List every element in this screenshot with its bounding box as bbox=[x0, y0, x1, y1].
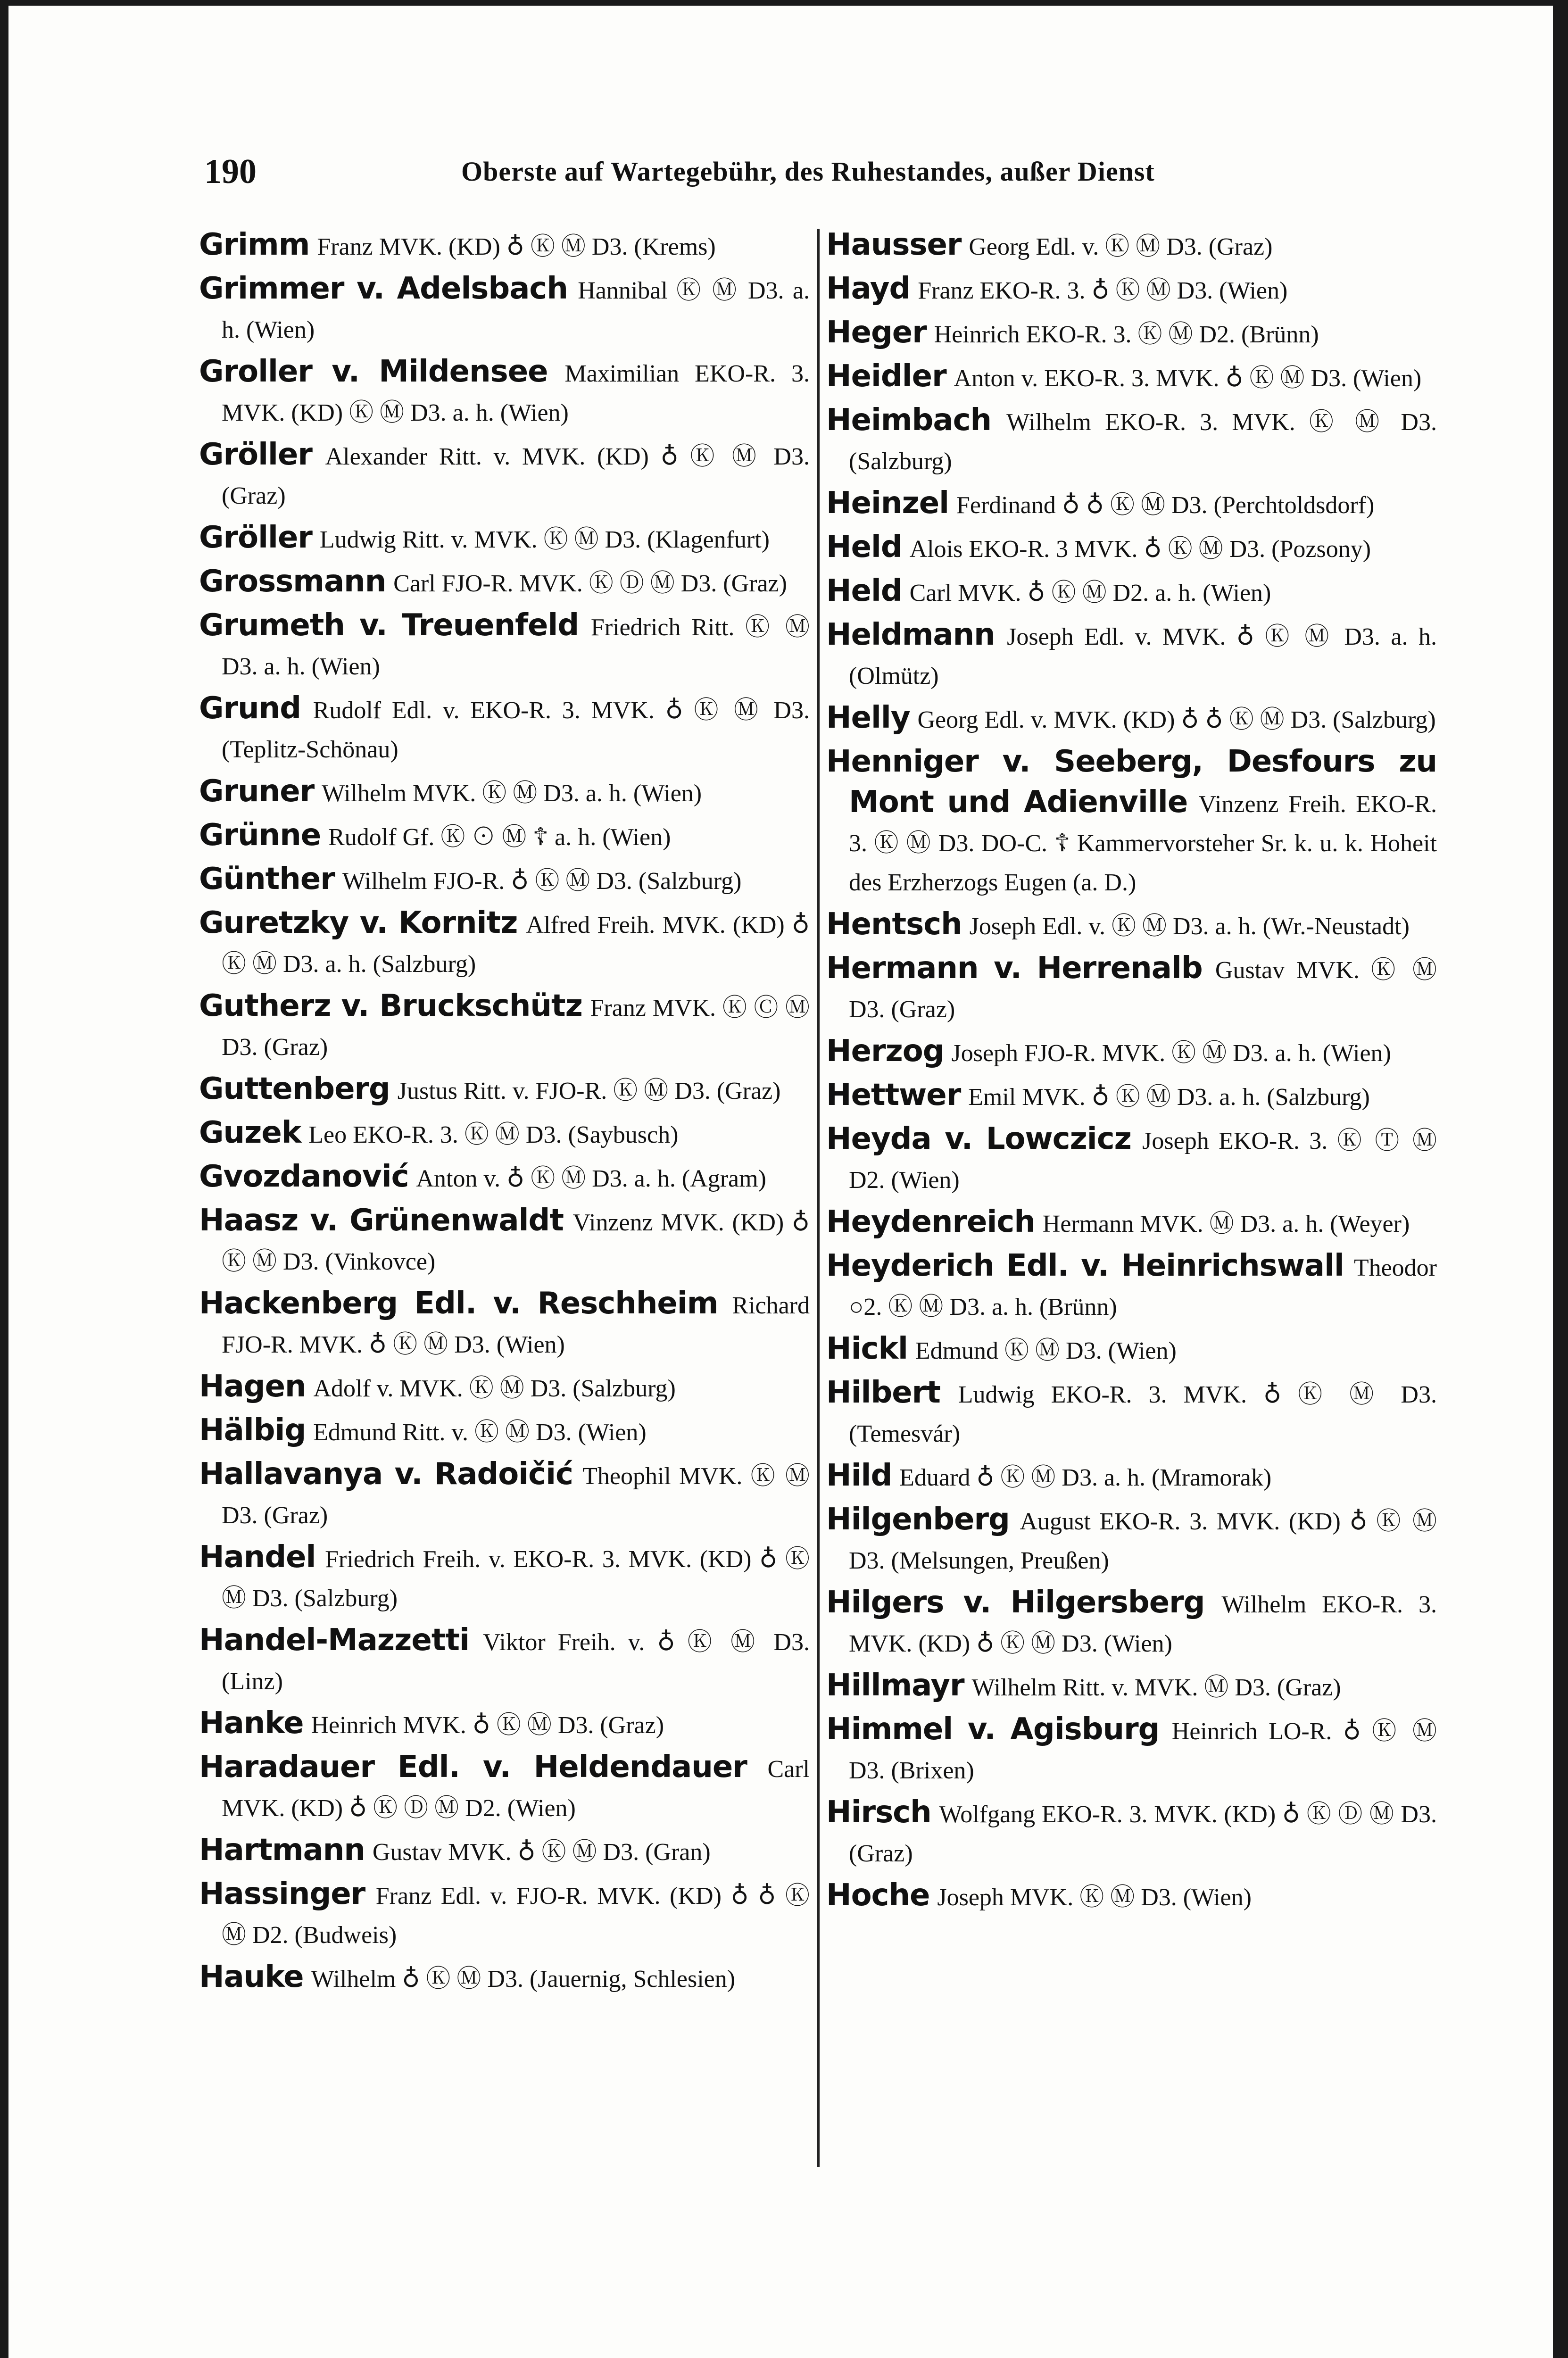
entry-name: Hälbig bbox=[199, 1413, 306, 1448]
directory-entry bbox=[199, 1748, 810, 1828]
entry-name: Herzog bbox=[826, 1034, 944, 1069]
directory-entry bbox=[826, 1203, 1437, 1244]
entry-name: Hilgenberg bbox=[826, 1502, 1010, 1537]
directory-entry bbox=[826, 313, 1437, 354]
directory-entry bbox=[199, 689, 810, 769]
entry-name: Grimm bbox=[199, 227, 310, 262]
entry-detail: August EKO-R. 3. MVK. (KD) ♁ Ⓚ Ⓜ D3. (Melsungen, Preußen) bbox=[849, 1508, 1437, 1574]
directory-entry bbox=[826, 357, 1437, 398]
directory-entry bbox=[826, 905, 1437, 946]
directory-entry bbox=[826, 1876, 1437, 1917]
entry-name: Hentsch bbox=[826, 907, 962, 942]
directory-entry bbox=[826, 1500, 1437, 1580]
entry-name: Grossmann bbox=[199, 564, 386, 599]
entry-name: Heidler bbox=[826, 359, 946, 394]
entry-name: Guretzky v. Kornitz bbox=[199, 905, 518, 940]
entry-name: Heldmann bbox=[826, 617, 995, 652]
entry-name: Hilbert bbox=[826, 1375, 940, 1410]
entry-detail: Ferdinand ♁ ♁ Ⓚ Ⓜ D3. (Perchtoldsdorf) bbox=[956, 492, 1375, 519]
entry-detail: Anton v. EKO-R. 3. MVK. ♁ Ⓚ Ⓜ D3. (Wien) bbox=[954, 365, 1422, 392]
directory-entry bbox=[199, 772, 810, 813]
entry-detail: Wilhelm EKO-R. 3. MVK. Ⓚ Ⓜ D3. (Salzburg) bbox=[849, 409, 1437, 475]
directory-entry bbox=[199, 1958, 810, 1999]
entry-detail: Gustav MVK. Ⓚ Ⓜ D3. (Graz) bbox=[849, 957, 1437, 1023]
directory-entry bbox=[199, 1621, 810, 1701]
entry-detail: Alexander Ritt. v. MVK. (KD) ♁ Ⓚ Ⓜ D3. (Graz) bbox=[222, 443, 810, 509]
entry-name: Grimmer v. Adelsbach bbox=[199, 271, 568, 306]
entry-detail: Joseph EKO-R. 3. Ⓚ Ⓣ Ⓜ D2. (Wien) bbox=[849, 1128, 1437, 1194]
directory-entry bbox=[826, 1793, 1437, 1873]
entry-name: Heger bbox=[826, 315, 927, 350]
entry-name: Heimbach bbox=[826, 403, 992, 438]
entry-detail: Friedrich Freih. v. EKO-R. 3. MVK. (KD) ♁ Ⓚ Ⓜ D3. (Salzburg) bbox=[222, 1546, 810, 1612]
entry-name: Gruner bbox=[199, 774, 315, 809]
directory-entry bbox=[199, 1157, 810, 1198]
entry-detail: Emil MVK. ♁ Ⓚ Ⓜ D3. a. h. (Salzburg) bbox=[968, 1084, 1370, 1111]
entry-name: Held bbox=[826, 530, 902, 565]
entry-detail: Heinrich MVK. ♁ Ⓚ Ⓜ D3. (Graz) bbox=[311, 1712, 664, 1739]
directory-entry bbox=[199, 518, 810, 559]
directory-entry bbox=[199, 904, 810, 984]
entry-detail: Georg Edl. v. MVK. (KD) ♁ ♁ Ⓚ Ⓜ D3. (Salzburg) bbox=[917, 706, 1436, 733]
entry-name: Grund bbox=[199, 691, 301, 726]
directory-entry bbox=[826, 572, 1437, 613]
directory-entry bbox=[199, 1704, 810, 1745]
entry-name: Hirsch bbox=[826, 1795, 931, 1830]
entry-name: Groller v. Mildensee bbox=[199, 354, 548, 389]
directory-entry bbox=[199, 1367, 810, 1408]
entry-name: Hoche bbox=[826, 1878, 930, 1913]
entry-name: Hauke bbox=[199, 1959, 304, 1994]
directory-entry bbox=[199, 352, 810, 432]
page-title: Oberste auf Wartegebühr, des Ruhestandes, außer Dienst bbox=[461, 156, 1155, 187]
entry-detail: Wilhelm MVK. Ⓚ Ⓜ D3. a. h. (Wien) bbox=[322, 780, 702, 807]
entry-name: Heinzel bbox=[826, 486, 949, 521]
entry-name: Hilgers v. Hilgersberg bbox=[826, 1585, 1205, 1620]
entry-detail: Richard FJO-R. MVK. ♁ Ⓚ Ⓜ D3. (Wien) bbox=[222, 1292, 810, 1358]
directory-entry bbox=[199, 816, 810, 857]
directory-entry bbox=[199, 1201, 810, 1281]
directory-entry bbox=[826, 1076, 1437, 1117]
directory-entry bbox=[199, 1831, 810, 1872]
entry-name: Günther bbox=[199, 862, 335, 897]
entry-name: Hermann v. Herrenalb bbox=[826, 951, 1203, 986]
entry-name: Hackenberg Edl. v. Reschheim bbox=[199, 1286, 718, 1321]
directory-entry bbox=[199, 269, 810, 349]
entry-detail: Gustav MVK. ♁ Ⓚ Ⓜ D3. (Gran) bbox=[372, 1839, 711, 1866]
entry-name: Henniger v. Seeberg, Desfours zu Mont und Adienville bbox=[826, 744, 1437, 820]
entry-name: Guttenberg bbox=[199, 1071, 390, 1106]
entry-name: Handel-Mazzetti bbox=[199, 1623, 469, 1658]
directory-entry bbox=[199, 1875, 810, 1955]
directory-entry bbox=[199, 1284, 810, 1364]
directory-entry bbox=[826, 401, 1437, 481]
entry-detail: Ludwig Ritt. v. MVK. Ⓚ Ⓜ D3. (Klagenfurt) bbox=[319, 526, 770, 553]
entry-detail: Wilhelm EKO-R. 3. MVK. (KD) ♁ Ⓚ Ⓜ D3. (Wien) bbox=[849, 1591, 1437, 1657]
directory-entry bbox=[826, 225, 1437, 266]
entry-name: Held bbox=[826, 573, 902, 608]
entry-detail: Franz Edl. v. FJO-R. MVK. (KD) ♁ ♁ Ⓚ Ⓜ D2. (Budweis) bbox=[222, 1883, 810, 1949]
entry-detail: Theodor ○2. Ⓚ Ⓜ D3. a. h. (Brünn) bbox=[849, 1254, 1437, 1320]
entry-detail: Rudolf Gf. Ⓚ ⊙ Ⓜ ☦ a. h. (Wien) bbox=[328, 824, 671, 851]
directory-entry bbox=[826, 1246, 1437, 1327]
entry-detail: Rudolf Edl. v. EKO-R. 3. MVK. ♁ Ⓚ Ⓜ D3. (Teplitz-Schönau) bbox=[222, 697, 810, 763]
directory-entry bbox=[826, 1583, 1437, 1663]
entry-name: Heydenreich bbox=[826, 1204, 1035, 1239]
entry-detail: Edmund Ⓚ Ⓜ D3. (Wien) bbox=[915, 1337, 1177, 1364]
entry-name: Hanke bbox=[199, 1706, 304, 1741]
directory-entry bbox=[199, 1538, 810, 1618]
entry-name: Grünne bbox=[199, 818, 321, 853]
entry-name: Heyda v. Lowczicz bbox=[826, 1121, 1131, 1156]
entry-name: Hallavanya v. Radoičić bbox=[199, 1457, 573, 1492]
entry-name: Hassinger bbox=[199, 1876, 365, 1911]
entry-name: Haasz v. Grünenwaldt bbox=[199, 1203, 564, 1238]
directory-entry bbox=[199, 1113, 810, 1154]
entry-detail: Friedrich Ritt. Ⓚ Ⓜ D3. a. h. (Wien) bbox=[222, 614, 810, 680]
entry-detail: Joseph FJO-R. MVK. Ⓚ Ⓜ D3. a. h. (Wien) bbox=[951, 1040, 1391, 1067]
column-divider bbox=[817, 229, 820, 2167]
entry-detail: Wolfgang EKO-R. 3. MVK. (KD) ♁ Ⓚ Ⓓ Ⓜ D3. (Graz) bbox=[849, 1801, 1437, 1867]
entry-name: Handel bbox=[199, 1540, 316, 1575]
entry-detail: Hannibal Ⓚ Ⓜ D3. a. h. (Wien) bbox=[222, 277, 810, 343]
entry-detail: Franz MVK. Ⓚ Ⓒ Ⓜ D3. (Graz) bbox=[222, 995, 810, 1061]
entry-name: Hillmayr bbox=[826, 1668, 964, 1703]
entry-detail: Heinrich EKO-R. 3. Ⓚ Ⓜ D2. (Brünn) bbox=[934, 321, 1319, 348]
entry-detail: Eduard ♁ Ⓚ Ⓜ D3. a. h. (Mramorak) bbox=[899, 1464, 1272, 1491]
entry-name: Grumeth v. Treuenfeld bbox=[199, 608, 579, 643]
entry-detail: Franz MVK. (KD) ♁ Ⓚ Ⓜ D3. (Krems) bbox=[317, 233, 716, 260]
directory-entry bbox=[826, 1710, 1437, 1790]
entry-detail: Joseph Edl. v. Ⓚ Ⓜ D3. a. h. (Wr.-Neustadt) bbox=[969, 913, 1410, 940]
directory-entry bbox=[826, 949, 1437, 1029]
entry-detail: Alois EKO-R. 3 MVK. ♁ Ⓚ Ⓜ D3. (Pozsony) bbox=[909, 536, 1371, 563]
entry-detail: Edmund Ritt. v. Ⓚ Ⓜ D3. (Wien) bbox=[313, 1419, 647, 1446]
entry-detail: Wilhelm ♁ Ⓚ Ⓜ D3. (Jauernig, Schlesien) bbox=[311, 1966, 736, 1993]
entry-name: Hild bbox=[826, 1458, 892, 1493]
directory-entry bbox=[199, 606, 810, 686]
directory-entry bbox=[199, 562, 810, 603]
entry-detail: Alfred Freih. MVK. (KD) ♁ Ⓚ Ⓜ D3. a. h. (Salzburg) bbox=[222, 912, 810, 978]
entry-detail: Franz EKO-R. 3. ♁ Ⓚ Ⓜ D3. (Wien) bbox=[918, 277, 1288, 304]
entry-detail: Leo EKO-R. 3. Ⓚ Ⓜ D3. (Saybusch) bbox=[308, 1121, 679, 1148]
directory-entry bbox=[826, 1456, 1437, 1497]
entry-detail: Georg Edl. v. Ⓚ Ⓜ D3. (Graz) bbox=[969, 233, 1273, 260]
directory-entry bbox=[199, 1455, 810, 1535]
entry-detail: Carl MVK. ♁ Ⓚ Ⓜ D2. a. h. (Wien) bbox=[909, 580, 1271, 606]
entry-name: Hickl bbox=[826, 1331, 908, 1366]
directory-entry bbox=[826, 1329, 1437, 1370]
directory-entry bbox=[199, 860, 810, 901]
entry-detail: Joseph MVK. Ⓚ Ⓜ D3. (Wien) bbox=[937, 1884, 1252, 1911]
entry-detail: Heinrich LO-R. ♁ Ⓚ Ⓜ D3. (Brixen) bbox=[849, 1718, 1437, 1784]
directory-entry bbox=[826, 742, 1437, 902]
directory-entry bbox=[199, 435, 810, 515]
directory-entry bbox=[826, 698, 1437, 739]
entry-detail: Vinzenz Freih. EKO-R. 3. Ⓚ Ⓜ D3. DO-C. ☦ Kammervorsteher Sr. k. u. k. Hoheit des Erzherzogs Eugen (a. D.) bbox=[849, 791, 1437, 896]
directory-entry bbox=[199, 225, 810, 266]
entry-detail: Hermann MVK. Ⓜ D3. a. h. (Weyer) bbox=[1042, 1211, 1410, 1237]
directory-entry bbox=[199, 987, 810, 1067]
entry-name: Heyderich Edl. v. Heinrichswall bbox=[826, 1248, 1344, 1283]
entry-detail: Ludwig EKO-R. 3. MVK. ♁ Ⓚ Ⓜ D3. (Temesvár) bbox=[849, 1381, 1437, 1447]
entry-name: Gutherz v. Bruckschütz bbox=[199, 988, 582, 1023]
entry-detail: Vinzenz MVK. (KD) ♁ Ⓚ Ⓜ D3. (Vinkovce) bbox=[222, 1209, 810, 1275]
entry-name: Gröller bbox=[199, 520, 312, 555]
entry-name: Gröller bbox=[199, 437, 312, 472]
entry-detail: Justus Ritt. v. FJO-R. Ⓚ Ⓜ D3. (Graz) bbox=[397, 1078, 781, 1104]
directory-entry bbox=[826, 615, 1437, 696]
left-column bbox=[199, 225, 810, 2001]
entry-detail: Joseph Edl. v. MVK. ♁ Ⓚ Ⓜ D3. a. h. (Olmütz) bbox=[849, 623, 1437, 689]
entry-detail: Carl FJO-R. MVK. Ⓚ Ⓓ Ⓜ D3. (Graz) bbox=[393, 570, 787, 597]
entry-detail: Maximilian EKO-R. 3. MVK. (KD) Ⓚ Ⓜ D3. a. h. (Wien) bbox=[222, 360, 810, 426]
entry-name: Hayd bbox=[826, 271, 911, 306]
entry-detail: Wilhelm Ritt. v. MVK. Ⓜ D3. (Graz) bbox=[971, 1674, 1341, 1701]
directory-entry bbox=[826, 1120, 1437, 1200]
page-number: 190 bbox=[204, 152, 257, 191]
entry-name: Hartmann bbox=[199, 1833, 365, 1868]
directory-entry bbox=[826, 1032, 1437, 1073]
entry-name: Helly bbox=[826, 700, 910, 735]
directory-entry bbox=[199, 1411, 810, 1452]
entry-detail: Carl MVK. (KD) ♁ Ⓚ Ⓓ Ⓜ D2. (Wien) bbox=[222, 1756, 810, 1822]
entry-name: Hausser bbox=[826, 227, 962, 262]
directory-entry bbox=[826, 528, 1437, 569]
entry-detail: Viktor Freih. v. ♁ Ⓚ Ⓜ D3. (Linz) bbox=[222, 1629, 810, 1695]
entry-name: Himmel v. Agisburg bbox=[826, 1712, 1160, 1747]
entry-name: Hagen bbox=[199, 1369, 306, 1404]
entry-name: Haradauer Edl. v. Heldendauer bbox=[199, 1750, 747, 1785]
entry-detail: Adolf v. MVK. Ⓚ Ⓜ D3. (Salzburg) bbox=[313, 1375, 676, 1402]
directory-entry bbox=[826, 1666, 1437, 1707]
page-header bbox=[204, 152, 1477, 204]
directory-entry bbox=[826, 484, 1437, 525]
directory-entry bbox=[199, 1070, 810, 1111]
entry-name: Hettwer bbox=[826, 1078, 961, 1113]
right-column bbox=[826, 225, 1437, 1920]
directory-entry bbox=[826, 269, 1437, 310]
entry-detail: Theophil MVK. Ⓚ Ⓜ D3. (Graz) bbox=[222, 1463, 810, 1529]
entry-detail: Wilhelm FJO-R. ♁ Ⓚ Ⓜ D3. (Salzburg) bbox=[342, 868, 742, 895]
entry-detail: Anton v. ♁ Ⓚ Ⓜ D3. a. h. (Agram) bbox=[416, 1165, 766, 1192]
directory-entry bbox=[826, 1373, 1437, 1453]
entry-name: Guzek bbox=[199, 1115, 301, 1150]
entry-name: Gvozdanović bbox=[199, 1159, 409, 1194]
